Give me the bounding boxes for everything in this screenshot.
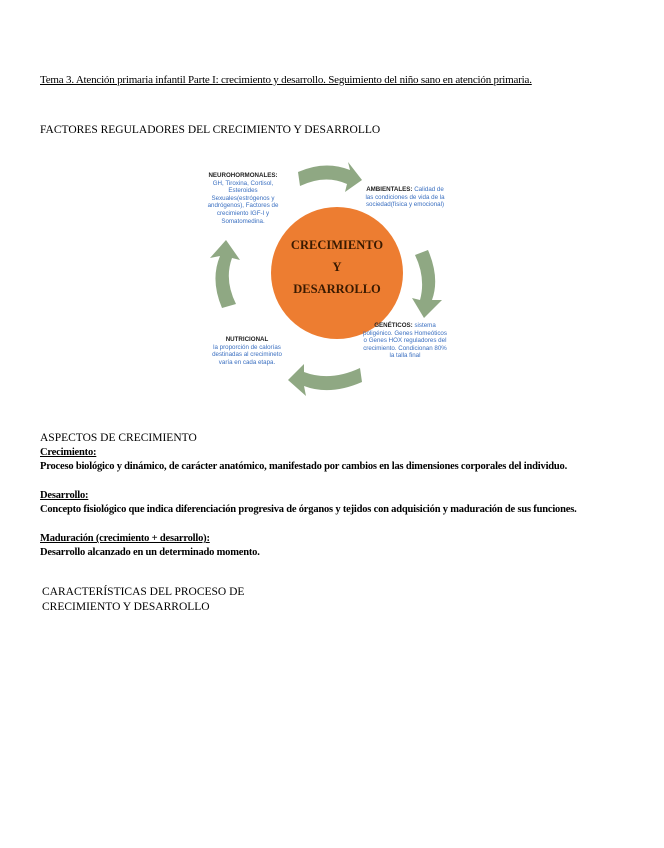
nutricional-title: NUTRICIONAL: [225, 336, 269, 343]
center-line-3: DESARROLLO: [293, 282, 381, 296]
factors-diagram: [200, 160, 470, 410]
neuro-text: GH, Tiroxina, Cortisol, Esteroides Sexuales(estrógenos y andrógenos), Factores de crecimiento IGF-I y Somatomedina.: [207, 179, 279, 225]
center-line-1: CRECIMIENTO: [290, 238, 384, 252]
nutricional-text: la proporción de calorías destinadas al crecimineto varía en cada etapa.: [212, 343, 282, 366]
crecimiento-definition: Proceso biológico y dinámico, de carácter anatómico, manifestado por cambios en las dimensiones corporales del individuo.: [40, 461, 568, 472]
geneticos-text: sistema poligénico. Genes Homeóticos o Genes HOX reguladores del crecimiento. Condicionan 80% la talla final: [363, 322, 447, 360]
arrow-bottom: [288, 364, 362, 396]
desarrollo-label: Desarrollo:: [40, 490, 89, 501]
maduracion-definition: Desarrollo alcanzado en un determinado momento.: [40, 547, 260, 558]
crecimiento-label: Crecimiento:: [40, 447, 97, 458]
section-title-factores: FACTORES REGULADORES DEL CRECIMIENTO Y DESARROLLO: [40, 124, 381, 136]
arrow-top: [298, 162, 362, 192]
geneticos-title: GENÉTICOS:: [374, 322, 413, 329]
arrow-right: [412, 250, 442, 318]
maduracion-label: Maduración (crecimiento + desarrollo):: [40, 533, 210, 544]
desarrollo-definition: Concepto fisiológico que indica diferenciación progresiva de órganos y tejidos con adquisición y maduración de sus funciones.: [40, 504, 577, 515]
neuro-title: NEUROHORMONALES:: [208, 172, 278, 179]
nutricional-label: [208, 336, 286, 366]
ambientales-label: [362, 186, 448, 209]
section-title-caracteristicas: CARACTERÍSTICAS DEL PROCESO DE CRECIMIENTO Y DESARROLLO: [42, 586, 245, 613]
document-heading: Tema 3. Atención primaria infantil Parte I: crecimiento y desarrollo. Seguimiento del niño sano en atención primaria.: [40, 74, 532, 86]
ambientales-title: AMBIENTALES:: [366, 186, 413, 193]
arrow-left: [210, 240, 240, 308]
ambientales-text: Calidad de las condiciones de vida de la sociedad(física y emocional): [365, 186, 445, 209]
neuro-label: [204, 172, 282, 225]
section-title-aspectos: ASPECTOS DE CRECIMIENTO: [40, 432, 197, 444]
geneticos-label: [362, 322, 448, 360]
center-line-2: Y: [332, 260, 342, 274]
